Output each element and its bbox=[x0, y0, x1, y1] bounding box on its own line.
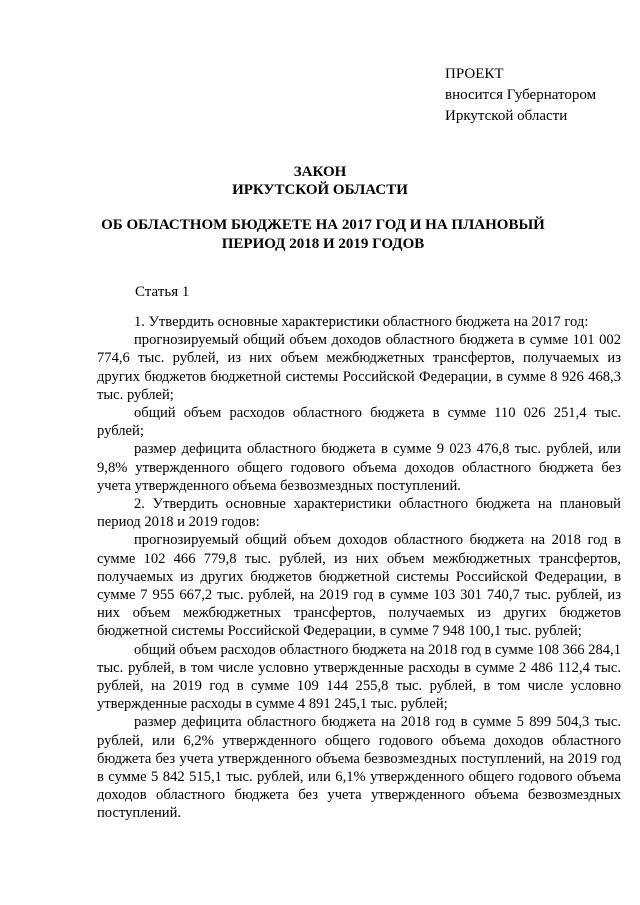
paragraph: 1. Утвердить основные характеристики областного бюджета на 2017 год: bbox=[134, 314, 589, 330]
article-label: Статья 1 bbox=[135, 284, 190, 300]
law-title: ОБ ОБЛАСТНОМ БЮДЖЕТЕ НА 2017 ГОД И НА ПЛАНОВЫЙ ПЕРИОД 2018 И 2019 ГОДОВ bbox=[101, 217, 545, 252]
paragraph: прогнозируемый общий объем доходов областного бюджета на 2018 год в сумме 102 466 779,8 тыс. рублей, из них объем межбюджетных трансфертов, получаемых из других бюджетов бюджетной системы Российской Федерации, в сумме 7 955 667,2 тыс. рублей, на 2019 год в сумме 103 301 740,7 тыс. рублей, из них объем межбюджетных трансфертов, получаемых из других бюджетов бюджетной системы Российской Федерации, в сумме 7 948 100,1 тыс. рублей; bbox=[97, 532, 621, 640]
article-body bbox=[97, 313, 621, 823]
paragraph: размер дефицита областного бюджета на 2018 год в сумме 5 899 504,3 тыс. рублей, или 6,2% утвержденного общего годового объема доходов областного бюджета без учета утвержденного объема безвозмездных поступлений, на 2019 год в сумме 5 842 515,1 тыс. рублей, или 6,1% утвержденного общего годового объема доходов областного бюджета без учета утвержденного объема безвозмездных поступлений. bbox=[97, 714, 621, 822]
stamp-region-line: Иркутской области bbox=[445, 108, 568, 124]
draft-stamp bbox=[445, 64, 596, 127]
stamp-submitter-line: вносится Губернатором bbox=[445, 87, 597, 103]
paragraph: общий объем расходов областного бюджета в сумме 110 026 251,4 тыс. рублей; bbox=[97, 405, 621, 440]
paragraph: прогнозируемый общий объем доходов областного бюджета в сумме 101 002 774,6 тыс. рублей, из них объем межбюджетных трансфертов, получаемых из других бюджетов бюджетной системы Российской Федерации, в сумме 8 926 468,3 тыс. рублей; bbox=[97, 332, 621, 403]
paragraph: размер дефицита областного бюджета в сумме 9 023 476,8 тыс. рублей, или 9,8% утвержденного общего годового объема доходов областного бюджета без учета утвержденного объема безвозмездных поступлений. bbox=[97, 441, 621, 494]
region-heading: ИРКУТСКОЙ ОБЛАСТИ bbox=[232, 182, 408, 198]
paragraph: общий объем расходов областного бюджета на 2018 год в сумме 108 366 284,1 тыс. рублей, в том числе условно утвержденные расходы в сумме 2 486 112,4 тыс. рублей, на 2019 год в сумме 109 144 255,8 тыс. рублей, в том числе условно утвержденные расходы в сумме 4 891 245,1 тыс. рублей; bbox=[97, 641, 621, 713]
paragraph: 2. Утвердить основные характеристики областного бюджета на плановый период 2018 и 2019 годов: bbox=[97, 496, 621, 531]
law-heading: ЗАКОН bbox=[293, 164, 347, 180]
stamp-project-label: ПРОЕКТ bbox=[445, 66, 504, 82]
